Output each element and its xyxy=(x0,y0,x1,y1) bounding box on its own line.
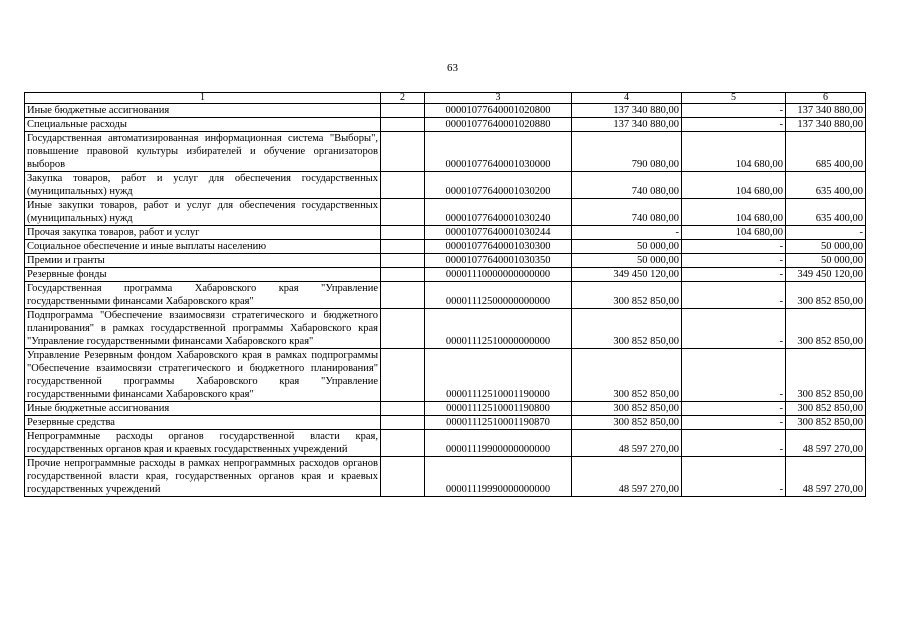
row-code: 00001112500000000000 xyxy=(425,282,572,309)
row-col2 xyxy=(381,349,425,402)
row-amount-col5: 104 680,00 xyxy=(682,199,786,226)
row-amount-col4: 300 852 850,00 xyxy=(572,282,682,309)
row-col2 xyxy=(381,402,425,416)
row-amount-col4: 790 080,00 xyxy=(572,132,682,172)
row-code: 00001112510001190000 xyxy=(425,349,572,402)
row-col2 xyxy=(381,240,425,254)
row-name: Подпрограмма "Обеспечение взаимосвязи стратегического и бюджетного планирования" в рамках государственной программы Хабаровского края "Управление государственными финансами Хабаровского края" xyxy=(25,309,381,349)
row-code: 00001112510001190870 xyxy=(425,416,572,430)
row-name: Управление Резервным фондом Хабаровского края в рамках подпрограммы "Обеспечение взаимосвязи стратегического и бюджетного планирования" государственной программы Хабаровского края "Управление государственными финансами Хабаровского края" xyxy=(25,349,381,402)
row-amount-col5: - xyxy=(682,349,786,402)
row-name: Иные бюджетные ассигнования xyxy=(25,104,381,118)
row-amount-col6: 300 852 850,00 xyxy=(786,349,866,402)
row-name: Иные закупки товаров, работ и услуг для обеспечения государственных (муниципальных) нужд xyxy=(25,199,381,226)
row-amount-col4: 137 340 880,00 xyxy=(572,104,682,118)
table-row xyxy=(25,457,866,497)
row-amount-col6: 48 597 270,00 xyxy=(786,457,866,497)
row-amount-col6: 349 450 120,00 xyxy=(786,268,866,282)
row-name: Резервные средства xyxy=(25,416,381,430)
table-row xyxy=(25,199,866,226)
row-name: Премии и гранты xyxy=(25,254,381,268)
row-col2 xyxy=(381,118,425,132)
row-name: Социальное обеспечение и иные выплаты населению xyxy=(25,240,381,254)
row-amount-col4: 48 597 270,00 xyxy=(572,430,682,457)
row-amount-col6: 137 340 880,00 xyxy=(786,118,866,132)
row-amount-col6: 137 340 880,00 xyxy=(786,104,866,118)
row-col2 xyxy=(381,268,425,282)
row-amount-col4: 300 852 850,00 xyxy=(572,309,682,349)
row-amount-col5: 104 680,00 xyxy=(682,226,786,240)
row-amount-col5: - xyxy=(682,282,786,309)
table-row xyxy=(25,118,866,132)
row-col2 xyxy=(381,416,425,430)
row-code: 00001077640001030244 xyxy=(425,226,572,240)
row-amount-col5: - xyxy=(682,118,786,132)
table-row xyxy=(25,104,866,118)
row-name: Прочая закупка товаров, работ и услуг xyxy=(25,226,381,240)
row-amount-col5: - xyxy=(682,104,786,118)
row-amount-col4: 349 450 120,00 xyxy=(572,268,682,282)
table-header-row xyxy=(25,93,866,104)
row-amount-col5: - xyxy=(682,254,786,268)
row-col2 xyxy=(381,132,425,172)
column-header-3: 3 xyxy=(425,93,572,104)
row-amount-col5: - xyxy=(682,402,786,416)
table-row xyxy=(25,172,866,199)
row-col2 xyxy=(381,430,425,457)
table-row xyxy=(25,254,866,268)
row-col2 xyxy=(381,457,425,497)
budget-table xyxy=(24,92,866,497)
row-code: 00001112510001190800 xyxy=(425,402,572,416)
row-name: Государственная программа Хабаровского края "Управление государственными финансами Хабаровского края" xyxy=(25,282,381,309)
row-amount-col5: 104 680,00 xyxy=(682,132,786,172)
table-row xyxy=(25,430,866,457)
row-name: Закупка товаров, работ и услуг для обеспечения государственных (муниципальных) нужд xyxy=(25,172,381,199)
table-row xyxy=(25,268,866,282)
table-row xyxy=(25,416,866,430)
row-amount-col4: 740 080,00 xyxy=(572,199,682,226)
row-amount-col6: 635 400,00 xyxy=(786,172,866,199)
row-amount-col6: 50 000,00 xyxy=(786,240,866,254)
column-header-1: 1 xyxy=(25,93,381,104)
row-name: Резервные фонды xyxy=(25,268,381,282)
row-code: 00001077640001030000 xyxy=(425,132,572,172)
row-code: 00001077640001030240 xyxy=(425,199,572,226)
row-amount-col6: 300 852 850,00 xyxy=(786,402,866,416)
row-col2 xyxy=(381,199,425,226)
row-code: 00001112510000000000 xyxy=(425,309,572,349)
table-row xyxy=(25,402,866,416)
row-amount-col4: 50 000,00 xyxy=(572,240,682,254)
row-col2 xyxy=(381,172,425,199)
row-name: Специальные расходы xyxy=(25,118,381,132)
row-amount-col5: - xyxy=(682,240,786,254)
table-row xyxy=(25,349,866,402)
row-code: 00001077640001030350 xyxy=(425,254,572,268)
row-amount-col6: - xyxy=(786,226,866,240)
row-amount-col4: 300 852 850,00 xyxy=(572,349,682,402)
row-amount-col4: 300 852 850,00 xyxy=(572,416,682,430)
row-amount-col6: 50 000,00 xyxy=(786,254,866,268)
row-amount-col4: - xyxy=(572,226,682,240)
row-col2 xyxy=(381,226,425,240)
row-amount-col4: 48 597 270,00 xyxy=(572,457,682,497)
column-header-6: 6 xyxy=(786,93,866,104)
row-amount-col5: - xyxy=(682,309,786,349)
row-code: 00001119990000000000 xyxy=(425,457,572,497)
row-amount-col6: 300 852 850,00 xyxy=(786,416,866,430)
row-name: Иные бюджетные ассигнования xyxy=(25,402,381,416)
row-amount-col4: 50 000,00 xyxy=(572,254,682,268)
row-amount-col5: - xyxy=(682,416,786,430)
row-code: 00001077640001020800 xyxy=(425,104,572,118)
row-col2 xyxy=(381,104,425,118)
row-amount-col6: 635 400,00 xyxy=(786,199,866,226)
row-amount-col6: 300 852 850,00 xyxy=(786,282,866,309)
row-col2 xyxy=(381,254,425,268)
column-header-2: 2 xyxy=(381,93,425,104)
table-row xyxy=(25,282,866,309)
row-code: 00001110000000000000 xyxy=(425,268,572,282)
row-code: 00001077640001020880 xyxy=(425,118,572,132)
row-code: 00001077640001030200 xyxy=(425,172,572,199)
column-header-5: 5 xyxy=(682,93,786,104)
page-number: 63 xyxy=(447,62,458,74)
row-amount-col4: 300 852 850,00 xyxy=(572,402,682,416)
table-row xyxy=(25,226,866,240)
table-row xyxy=(25,240,866,254)
row-name: Государственная автоматизированная информационная система "Выборы", повышение правовой культуры избирателей и обучение организаторов выборов xyxy=(25,132,381,172)
row-name: Непрограммные расходы органов государственной власти края, государственных органов края и краевых государственных учреждений xyxy=(25,430,381,457)
table-row xyxy=(25,309,866,349)
row-name: Прочие непрограммные расходы в рамках непрограммных расходов органов государственной власти края, государственных органов края и краевых государственных учреждений xyxy=(25,457,381,497)
column-header-4: 4 xyxy=(572,93,682,104)
row-amount-col5: - xyxy=(682,268,786,282)
row-col2 xyxy=(381,309,425,349)
table-row xyxy=(25,132,866,172)
row-amount-col4: 137 340 880,00 xyxy=(572,118,682,132)
row-col2 xyxy=(381,282,425,309)
row-amount-col6: 300 852 850,00 xyxy=(786,309,866,349)
row-amount-col4: 740 080,00 xyxy=(572,172,682,199)
table-body xyxy=(25,104,866,497)
row-amount-col5: 104 680,00 xyxy=(682,172,786,199)
row-code: 00001119900000000000 xyxy=(425,430,572,457)
row-code: 00001077640001030300 xyxy=(425,240,572,254)
row-amount-col6: 48 597 270,00 xyxy=(786,430,866,457)
row-amount-col5: - xyxy=(682,430,786,457)
row-amount-col6: 685 400,00 xyxy=(786,132,866,172)
row-amount-col5: - xyxy=(682,457,786,497)
